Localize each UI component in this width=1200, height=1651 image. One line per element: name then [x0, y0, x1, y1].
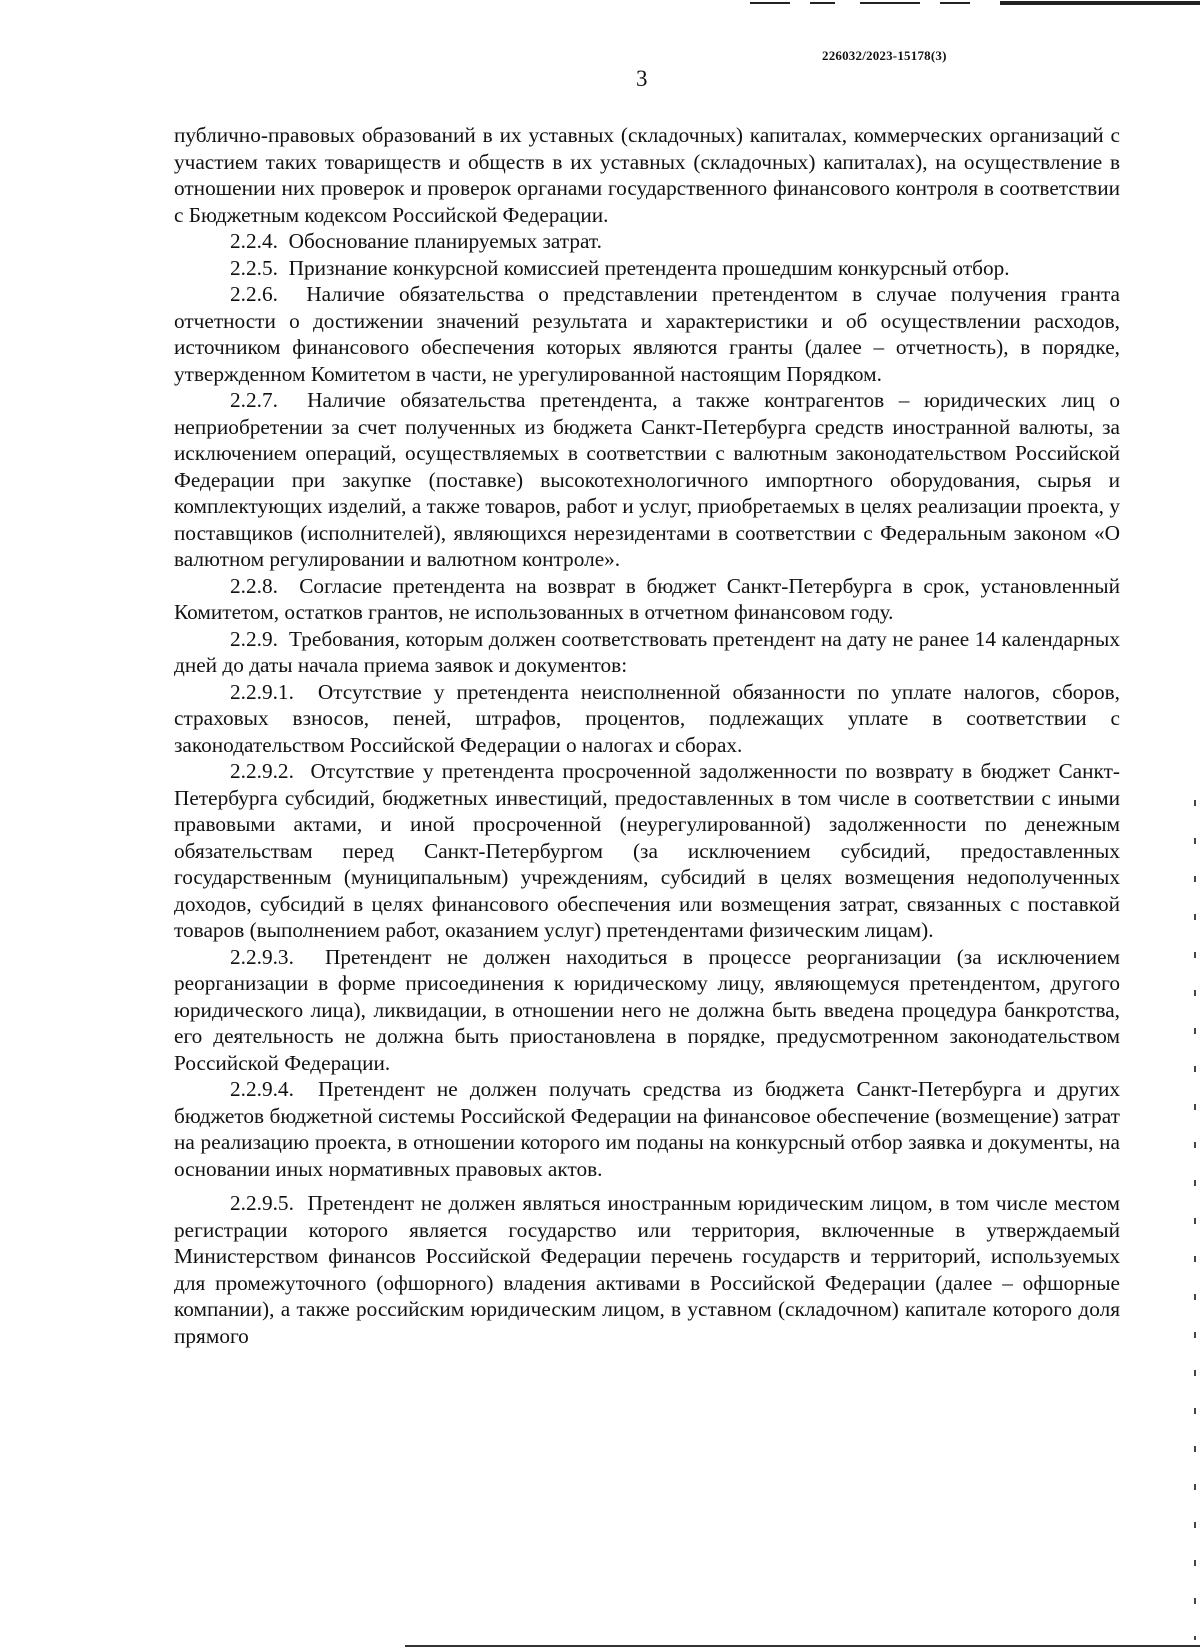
paragraph-text: Требования, которым должен соответствовать претендент на дату не ранее 14 календарных дней до даты начала приема заявок и документов:	[174, 626, 1120, 677]
clause-number: 2.2.9.2.	[230, 759, 294, 783]
page-number: 3	[636, 66, 648, 91]
clause-number: 2.2.7.	[230, 388, 278, 412]
clause-number: 2.2.9.4.	[230, 1077, 294, 1101]
clause-number: 2.2.5.	[230, 255, 278, 280]
paragraph-2-2-9-1	[174, 679, 1120, 759]
paragraph-2-2-9-3	[174, 944, 1120, 1077]
paragraph-2-2-8	[174, 573, 1120, 626]
paragraph-2-2-5	[174, 255, 1120, 282]
paragraph-continuation	[174, 122, 1120, 228]
paragraph-text: Претендент не должен являться иностранным юридическим лицом, в том числе местом регистрации которого является государство или территория, включенные в утверждаемый Министерством финансов Российской Федерации перечень государств и территорий, используемых для промежуточного (офшорного) владения активами в Российской Федерации (далее – офшорные компании), а также российским юридическим лицом, в уставном (складочном) капитале которого доля прямого	[174, 1191, 1120, 1348]
clause-number: 2.2.9.3.	[230, 944, 294, 969]
paragraph-text: Обоснование планируемых затрат.	[288, 229, 602, 253]
paragraph-text: Согласие претендента на возврат в бюджет Санкт-Петербурга в срок, установленный Комитетом, остатков грантов, не использованных в отчетном финансовом году.	[174, 573, 1120, 624]
paragraph-2-2-7	[174, 387, 1120, 573]
paragraph-2-2-9-2	[174, 758, 1120, 944]
clause-number: 2.2.6.	[230, 282, 278, 306]
paragraph-2-2-6	[174, 281, 1120, 387]
scan-artifact-top	[740, 0, 1200, 12]
document-number: 226032/2023-15178(3)	[822, 48, 947, 63]
paragraph-text: Наличие обязательства претендента, а также контрагентов – юридических лиц о неприобретении за счет полученных из бюджета Санкт-Петербурга средств иностранной валюты, за исключением операций, осуществляемых в соответствии с валютным законодательством Российской Федерации при закупке (поставке) высокотехнологичного импортного оборудования, сырья и комплектующих изделий, а также товаров, работ и услуг, приобретаемых в целях реализации проекта, у поставщиков (исполнителей), являющихся нерезидентами в соответствии с Федеральным законом «О валютном регулировании и валютном контроле».	[174, 388, 1120, 571]
paragraph-text: Отсутствие у претендента просроченной задолженности по возврату в бюджет Санкт-Петербурга субсидий, бюджетных инвестиций, предоставленных в том числе в соответствии с иными правовыми актами, и иной просроченной (неурегулированной) задолженности по денежным обязательствам перед Санкт-Петербургом (за исключением субсидий, предоставленных государственным (муниципальным) учреждениям, субсидий в целях возмещения недополученных доходов, субсидий в целях финансового обеспечения или возмещения затрат, связанных с поставкой товаров (выполнением работ, оказанием услуг) претендентами физическим лицам).	[174, 759, 1120, 942]
clause-number: 2.2.9.1.	[230, 679, 294, 704]
paragraph-2-2-9-5	[174, 1190, 1120, 1349]
document-body	[174, 122, 1120, 1349]
clause-number: 2.2.9.5.	[230, 1191, 294, 1215]
clause-number: 2.2.8.	[230, 573, 278, 598]
clause-number: 2.2.4.	[230, 229, 278, 253]
paragraph-text: Претендент не должен получать средства из бюджета Санкт-Петербурга и других бюджетов бюджетной системы Российской Федерации на финансовое обеспечение (возмещение) затрат на реализацию проекта, в отношении которого им поданы на конкурсный отбор заявка и документы, на основании иных нормативных правовых актов.	[174, 1077, 1121, 1181]
paragraph-2-2-9-4	[174, 1076, 1120, 1182]
clause-number: 2.2.9.	[230, 626, 278, 651]
paragraph-2-2-4	[174, 228, 1120, 255]
paragraph-text: Отсутствие у претендента неисполненной обязанности по уплате налогов, сборов, страховых взносов, пеней, штрафов, процентов, подлежащих уплате в соответствии с законодательством Российской Федерации о налогах и сборах.	[174, 679, 1120, 757]
paragraph-text: Претендент не должен находиться в процессе реорганизации (за исключением реорганизации в форме присоединения к юридическому лицу, являющемуся претендентом, другого юридического лица), ликвидации, в отношении него не должна быть введена процедура банкротства, его деятельность не должна быть приостановлена в порядке, предусмотренном законодательством Российской Федерации.	[174, 944, 1120, 1075]
paragraph-2-2-9	[174, 626, 1120, 679]
paragraph-text: публично-правовых образований в их уставных (складочных) капиталах, коммерческих организаций с участием таких товариществ и обществ в их уставных (складочных) капиталах), на осуществление в отношении них проверок и проверок органами государственного финансового контроля в соответствии с Бюджетным кодексом Российской Федерации.	[174, 123, 1120, 227]
paragraph-text: Признание конкурсной комиссией претендента прошедшим конкурсный отбор.	[288, 255, 1010, 280]
scan-artifact-right	[1194, 800, 1196, 1640]
paragraph-text: Наличие обязательства о представлении претендентом в случае получения гранта отчетности о достижении значений результата и характеристики и об осуществлении расходов, источником финансового обеспечения которых являются гранты (далее – отчетность), в порядке, утвержденном Комитетом в части, не урегулированной настоящим Порядком.	[174, 282, 1120, 386]
scan-artifact-bottom	[405, 1645, 1200, 1647]
